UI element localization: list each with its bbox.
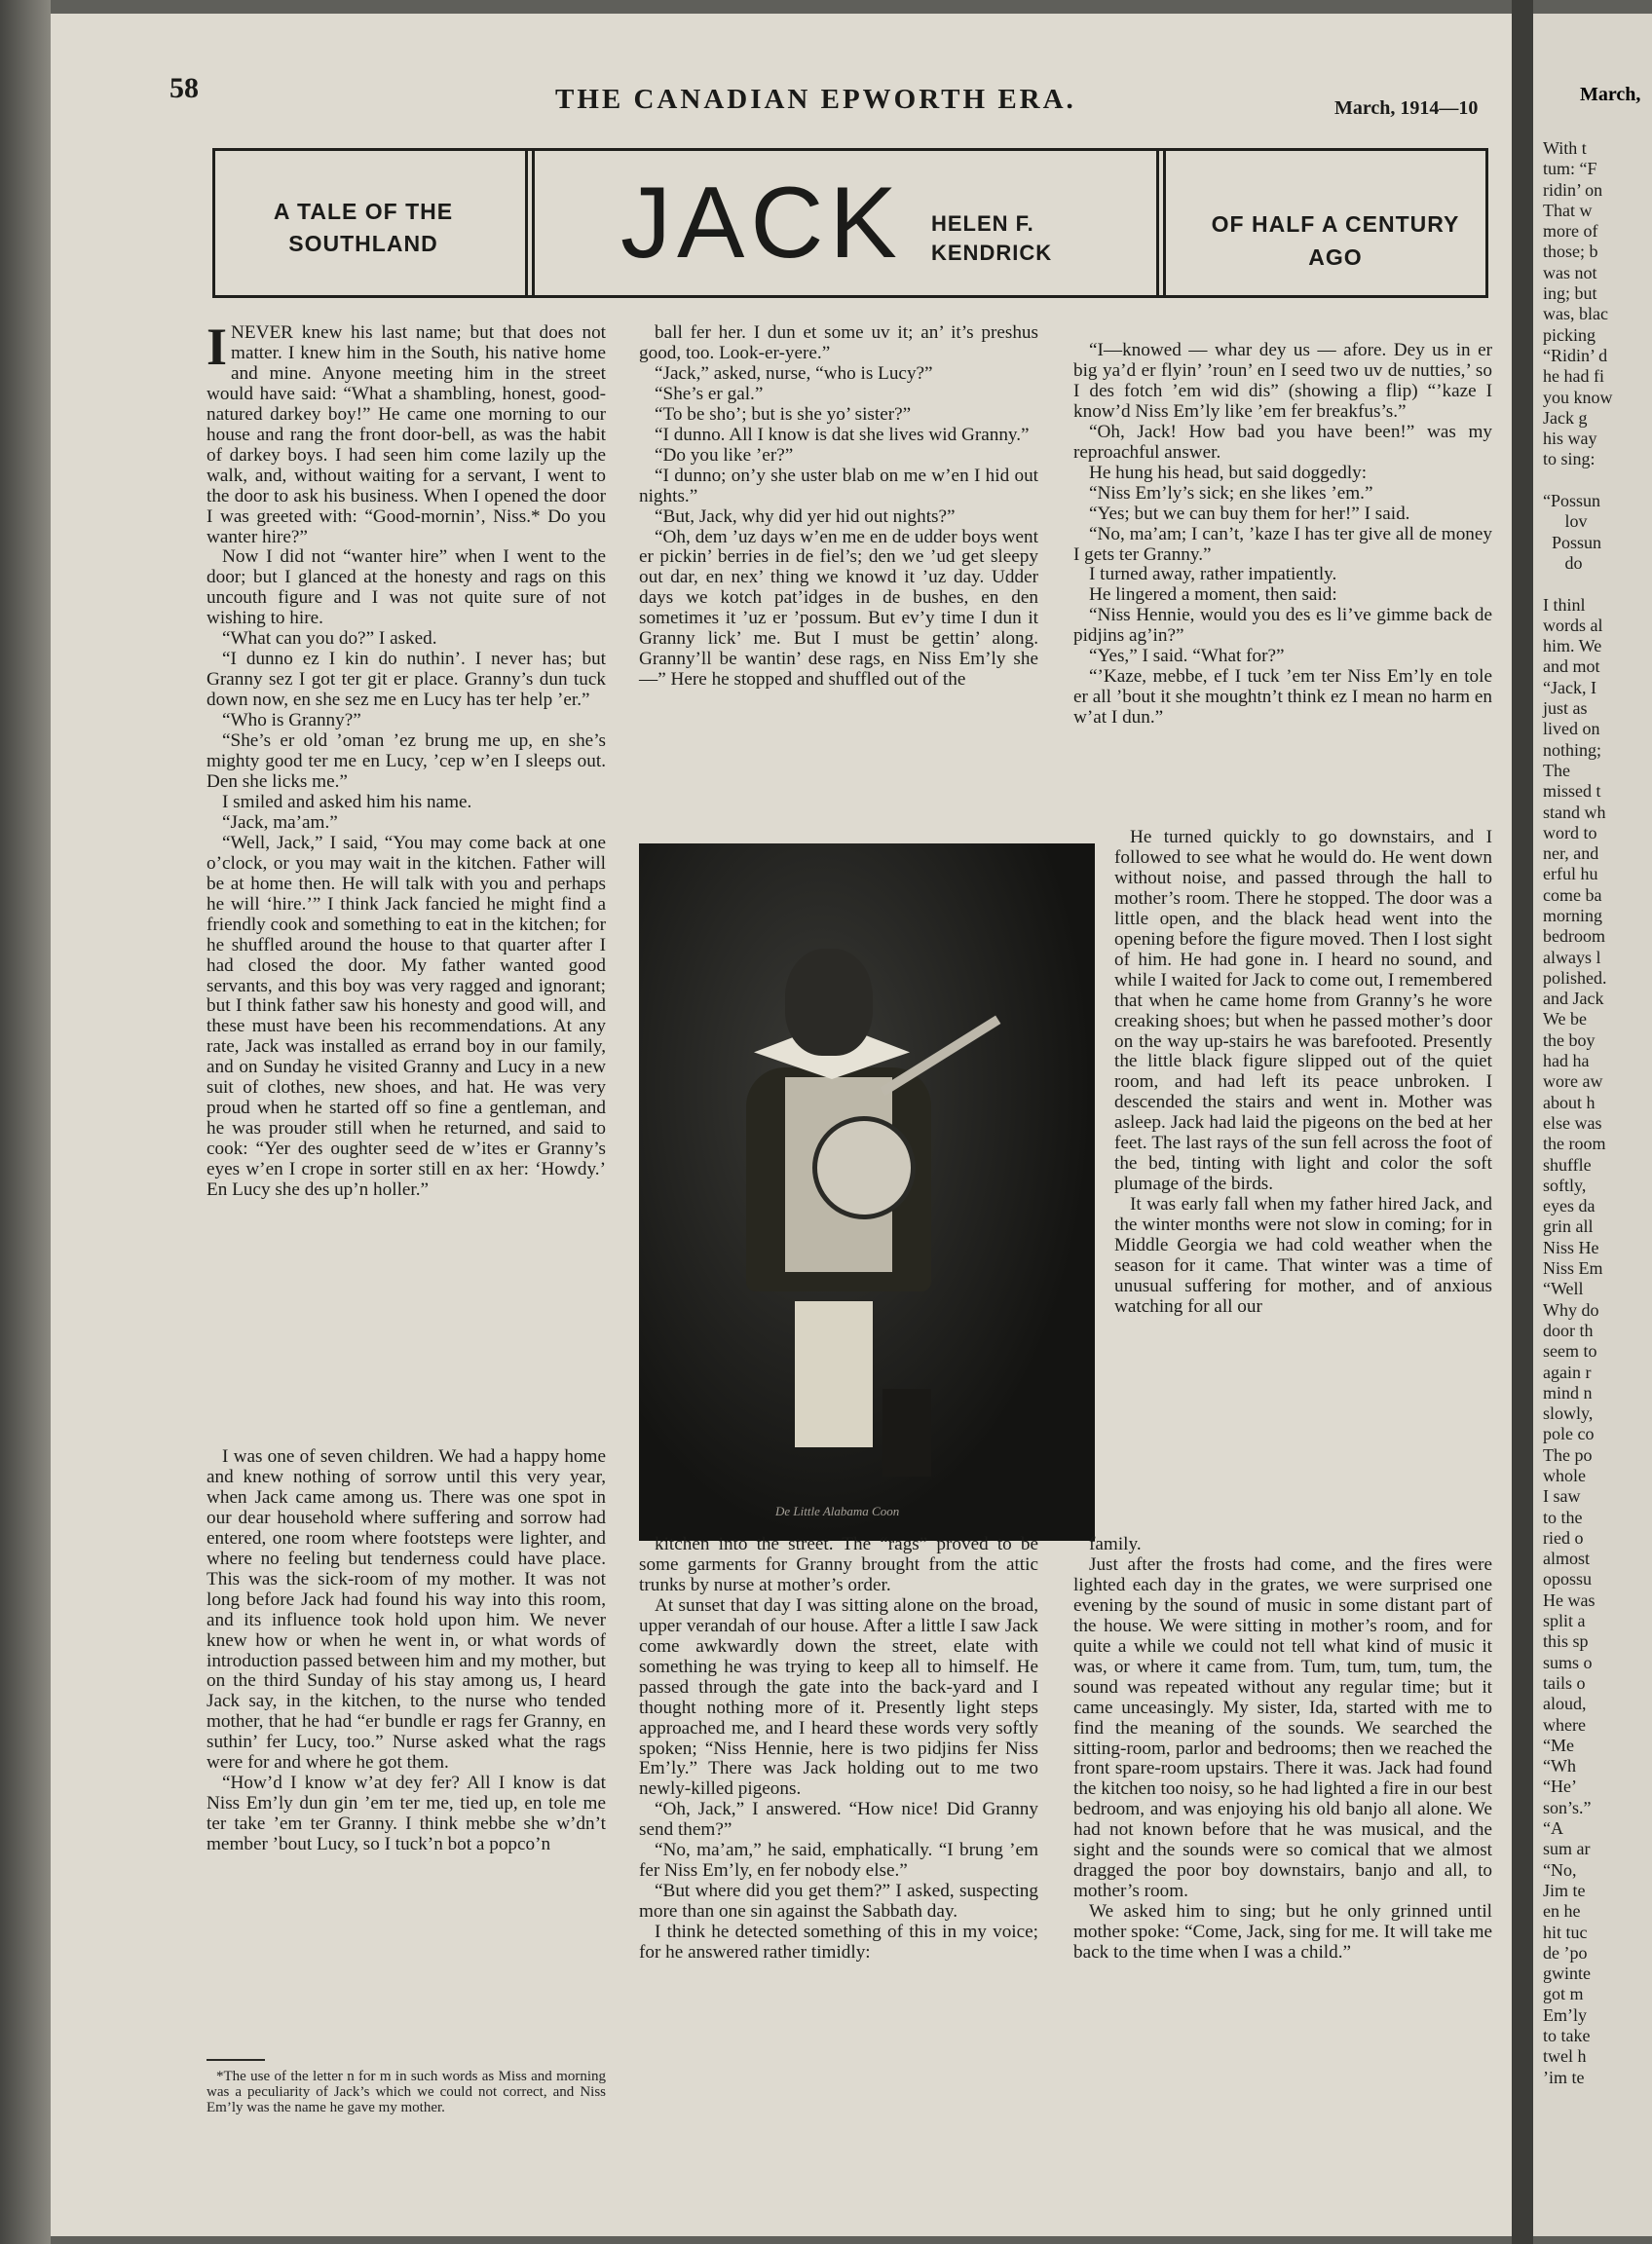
issue-date: March, 1914—10 — [1334, 97, 1479, 119]
paragraph: “She’s er old ’oman ’ez brung me up, en she’s mighty good ter me en Lucy, ’cep w’en I sleeps out. Den she licks me.” — [206, 730, 606, 792]
paragraph: “To be sho’; but is she yo’ sister?” — [655, 403, 912, 425]
title-banner — [212, 148, 1488, 298]
adjacent-page-text: With t tum: “F ridin’ on That w more of those; b was not ing; but was, blac picking “Ridin’ d he had fi you know Jack g his way to sing: “Possun lov Possun do I thinl words al him. We and mot “Jack, I just as lived on nothing; The missed t stand wh word to ner, and erful hu come ba morning bedroom always l polished. and Jack We be the boy had ha wore aw about h else was the room shuffle softly, eyes da grin all Niss He Niss Em “Well Why do door th seem to again r mind n slowly, pole co The po whole I saw to the ried o almost opossu He was split a this sp sums o tails o aloud, where “Me “Wh “He’ son’s.” “A sum ar “No, Jim te en he hit tuc de ’po gwinte got m Em’ly to take twel h ’im te — [1543, 138, 1613, 2087]
paragraph: “’Kaze, mebbe, ef I tuck ’em ter Niss Em’ly en tole er all ’bout it she moughtn’t think ez I mean no harm en w’at I dun.” — [1073, 666, 1492, 729]
paragraph: “She’s er gal.” — [655, 383, 764, 404]
column-3-paragraphs — [1073, 341, 1492, 729]
column-2-lower-paragraphs — [639, 1535, 1038, 1964]
paragraph: “Who is Granny?” — [222, 710, 361, 731]
paragraph: “Oh, Jack! How bad you have been!” was my reproachful answer. — [1073, 421, 1492, 463]
paragraph: “Jack, ma’am.” — [222, 811, 338, 833]
column-2-paragraphs — [639, 323, 1038, 691]
paragraph: “I dunno; on’y she uster blab on me w’en I hid out nights.” — [639, 465, 1038, 506]
paragraph: He turned quickly to go downstairs, and I followed to see what he would do. He went down without noise, and passed through the hall to mother’s room. There he stopped. The door was a little open, and the black head went into the opening before the figure moved. Then I lost sight of him. He had gone in. I heard no sound, and while I waited for Jack to come out, I remembered that when he came home from Granny’s he wore creaking shoes; but when he passed mother’s door on the way up-stairs he was barefooted. Presently the little black figure slipped out of the quiet room, and had left its peace unbroken. I descended the stairs and went in. Mother was asleep. Jack had laid the pigeons on the bed at her feet. The last rays of the sun fell across the foot of the bed, tinting with light and color the soft plumage of the birds. — [1114, 827, 1492, 1195]
paragraph: He hung his head, but said doggedly: — [1089, 462, 1368, 483]
paragraph: “Oh, dem ’uz days w’en me en de udder boys went er pickin’ berries in de fiel’s; den we ’ud get sleepy out dar, en nex’ thing we knowd it ’uz day. Udder days we kotch pat’idges in de bushes, en den sometimes it ’uz er ’possum. But ev’y time I dun it Granny lick’ me. But I must be gettin’ along. Granny’ll be wantin’ dese rags, en Niss Em’ly she—” Here he stopped and shuffled out of the — [639, 526, 1038, 691]
banner-right-text: OF HALF A CENTURY AGO — [1211, 211, 1460, 270]
paragraph: He lingered a moment, then said: — [1089, 584, 1337, 606]
paragraph: “Yes; but we can buy them for her!” I said. — [1089, 503, 1410, 524]
page-number: 58 — [169, 72, 199, 104]
article-column-1 — [206, 318, 606, 1201]
paragraph: “I dunno. All I know is dat she lives wid Granny.” — [655, 424, 1030, 445]
magazine-page — [51, 14, 1512, 2236]
paragraph: “Niss Em’ly’s sick; en she likes ’em.” — [1089, 482, 1373, 504]
paragraph: I NEVER knew his last name; but that does not matter. I knew him in the South, his native home and mine. Anyone meeting him in the street would have said: “What a shambling, honest, good-natured darkey boy!” He came one morning to our house and rang the front door-bell, as was the habit of darkey boys. I had seen him come lazily up the walk, and, without waiting for a servant, I went to the door to ask his business. When I opened the door I was greeted with: “Good-mornin’, Niss.* Do you wanter hire?” — [206, 318, 606, 547]
article-author: HELEN F. KENDRICK — [931, 211, 1053, 265]
photo-seat-box — [795, 1301, 873, 1447]
drop-cap: I — [206, 318, 228, 376]
scan-left-edge — [0, 0, 51, 2244]
paragraph: “I—knowed — whar dey us — afore. Dey us in er big ya’d er flyin’ ’roun’ en I seed two uv de nutties,’ so I des fotch ’em wid dis” (showing a flip) “’kaze I know’d Niss Em’ly like ’em fer breakfus’s.” — [1073, 340, 1492, 422]
photo-boy-head — [785, 949, 873, 1056]
paragraph: “I dunno ez I kin do nuthin’. I never has; but Granny sez I got ter git er place. Granny’s dun tuck down now, en she sez me en Lucy has ter help ’er.” — [206, 649, 606, 711]
paragraph: “Niss Hennie, would you des es li’ve gimme back de pidjins ag’in?” — [1073, 605, 1492, 647]
paragraph: family. — [1089, 1534, 1142, 1554]
paragraph: “Well, Jack,” I said, “You may come back at one o’clock, or you may wait in the kitchen. Father will be at home then. He will talk with you and perhaps he will ‘hire.’” I think Jack fancied he might find a friendly cook and something to eat in the kitchen; for he shuffled around the house to that quarter after I had closed the door. My father wanted good servants, and this boy was very ragged and ignorant; but I think father saw his honesty and good will, and these must have been his recommendations. At any rate, Jack was installed as errand boy in our family, and on Sunday he visited Granny and Lucy in a new suit of clothes, new shoes, and hat. He was very proud when he started off so fine a gentleman, and he was prouder still when he returned, and said to cook: “Yer des oughter seed de w’ites er Granny’s eyes w’en I crope in sorter still en ax her: ‘Howdy.’ En Lucy she des up’n holler.” — [206, 832, 606, 1201]
photo-boy-with-banjo — [639, 843, 1095, 1541]
footnote: *The use of the letter n for m in such words as Miss and morning was a peculiarity of Jack’s which we could not correct, and Niss Em’ly was the name he gave my mother. — [206, 2069, 606, 2115]
article-column-3-middle — [1114, 828, 1492, 1318]
paragraph: “Jack,” asked, nurse, “who is Lucy?” — [655, 362, 933, 384]
photo-banjo — [812, 1116, 916, 1219]
article-column-3 — [1073, 341, 1492, 729]
article-column-2-lower — [639, 1535, 1038, 1964]
paragraph: I turned away, rather impatiently. — [1089, 564, 1337, 585]
paragraph: “But, Jack, why did yer hid out nights?” — [655, 505, 956, 527]
article-column-2 — [639, 323, 1038, 691]
column-1-paragraphs — [206, 318, 606, 1201]
column-3-middle-paragraphs — [1114, 828, 1492, 1318]
footnote-rule — [206, 2059, 265, 2061]
article-column-3-lower — [1073, 1535, 1492, 1964]
paragraph: It was early fall when my father hired Jack, and the winter months were not slow in coming; for in Middle Georgia we had cold weather when the season for it came. That winter was a time of unusual suffering for mother, and of anxious watching for all our — [1114, 1194, 1492, 1317]
paragraph: “Do you like ’er?” — [655, 444, 794, 466]
paragraph: At sunset that day I was sitting alone on the broad, upper verandah of our house. After a little I saw Jack come awkwardly down the street, elate with something he was trying to keep all to himself. He passed through the gate into the back-yard and I thought nothing more of it. Presently light steps approached me, and I heard these words very softly spoken; “Niss Hennie, here is two pidjins fer Niss Em’ly.” There was Jack holding out to me two newly-killed pigeons. — [639, 1594, 1038, 1800]
paragraph: “Oh, Jack,” I answered. “How nice! Did Granny send them?” — [639, 1799, 1038, 1841]
paragraph: “What can you do?” I asked. — [222, 628, 437, 650]
banner-divider — [525, 151, 535, 295]
paragraph: I smiled and asked him his name. — [222, 791, 472, 812]
magazine-title: THE CANADIAN EPWORTH ERA. — [555, 84, 1076, 115]
paragraph: I was one of seven children. We had a happy home and knew nothing of sorrow until this very year, when Jack came among us. There was one spot in our dear household where suffering and sorrow had entered, one room where footsteps were lighter, and where no feeling but tenderness could have place. This was the sick-room of my mother. It was not long before Jack had found his way into this room, and its influence took hold upon him. We never knew how or when he went in, or what words of introduction passed between him and my mother, but on the third Sunday of his stay among us, I heard Jack say, in the kitchen, to the nurse who tended mother, that he had “er bundle er rags fer Granny, en suthin’ fer Lucy, too.” Nurse asked what the rags were for and where he got them. — [206, 1446, 606, 1774]
paragraph: “How’d I know w’at dey fer? All I know is dat Niss Em’ly dun gin ’em ter me, tied up, en tole me ter take ’em ter Granny. I think mebbe she w’dn’t member ’bout Lucy, so I tuck’n bot a popco’n — [206, 1773, 606, 1855]
column-1-lower-paragraphs — [206, 1447, 606, 1855]
photo-boots — [882, 1389, 931, 1477]
paragraph: kitchen into the street. The “rags” proved to be some garments for Granny brought from the attic trunks by nurse at mother’s order. — [639, 1534, 1038, 1595]
paragraph: Just after the frosts had come, and the fires were lighted each day in the grates, we were surprised one evening by the sound of music in some distant part of the house. We were sitting in mother’s room, and for quite a while we could not tell what kind of music it was, or where it came from. Tum, tum, tum, tum, the sound was repeated without any regular time; but it came unceasingly. My sister, Ida, started with me to find the meaning of the sounds. We searched the sitting-room, parlor and bedrooms; then we reached the front spare-room upstairs. There it was. Jack had found the kitchen too noisy, so he had lighted a fire in our best bedroom, and was enjoying his old banjo all alone. We had not known before that he was musical, and the sight and the sounds were so comical that we almost dragged the poor boy downstairs, banjo and all, to mother’s room. — [1073, 1553, 1492, 1902]
paragraph: “No, ma’am,” he said, emphatically. “I brung ’em fer Niss Em’ly, en fer nobody else.” — [639, 1840, 1038, 1882]
article-column-1-lower — [206, 1447, 606, 1855]
book-gutter — [1512, 0, 1533, 2244]
paragraph: We asked him to sing; but he only grinned until mother spoke: “Come, Jack, sing for me. It will take me back to the time when I was a child.” — [1073, 1901, 1493, 1964]
column-3-lower-paragraphs — [1073, 1535, 1492, 1964]
photo-caption: De Little Alabama Coon — [775, 1504, 900, 1518]
paragraph: I think he detected something of this in my voice; for he answered rather timidly: — [639, 1922, 1038, 1964]
banner-left-text: A TALE OF THE SOUTHLAND — [273, 199, 454, 256]
adjacent-page-header: March, — [1580, 84, 1641, 105]
paragraph: Now I did not “wanter hire” when I went to the door; but I glanced at the honesty and rags on this uncouth figure and I was not quite sure of not wishing to hire. — [206, 546, 606, 629]
paragraph: “But where did you get them?” I asked, suspecting more than one sin against the Sabbath day. — [639, 1881, 1038, 1923]
article-title: JACK — [620, 167, 903, 280]
paragraph: “No, ma’am; I can’t, ’kaze I has ter give all de money I gets ter Granny.” — [1073, 523, 1492, 565]
adjacent-page — [1533, 14, 1652, 2236]
paragraph: ball fer her. I dun et some uv it; an’ it’s preshus good, too. Look-er-yere.” — [639, 322, 1038, 363]
banner-divider — [1156, 151, 1166, 295]
paragraph: “Yes,” I said. “What for?” — [1089, 646, 1285, 667]
